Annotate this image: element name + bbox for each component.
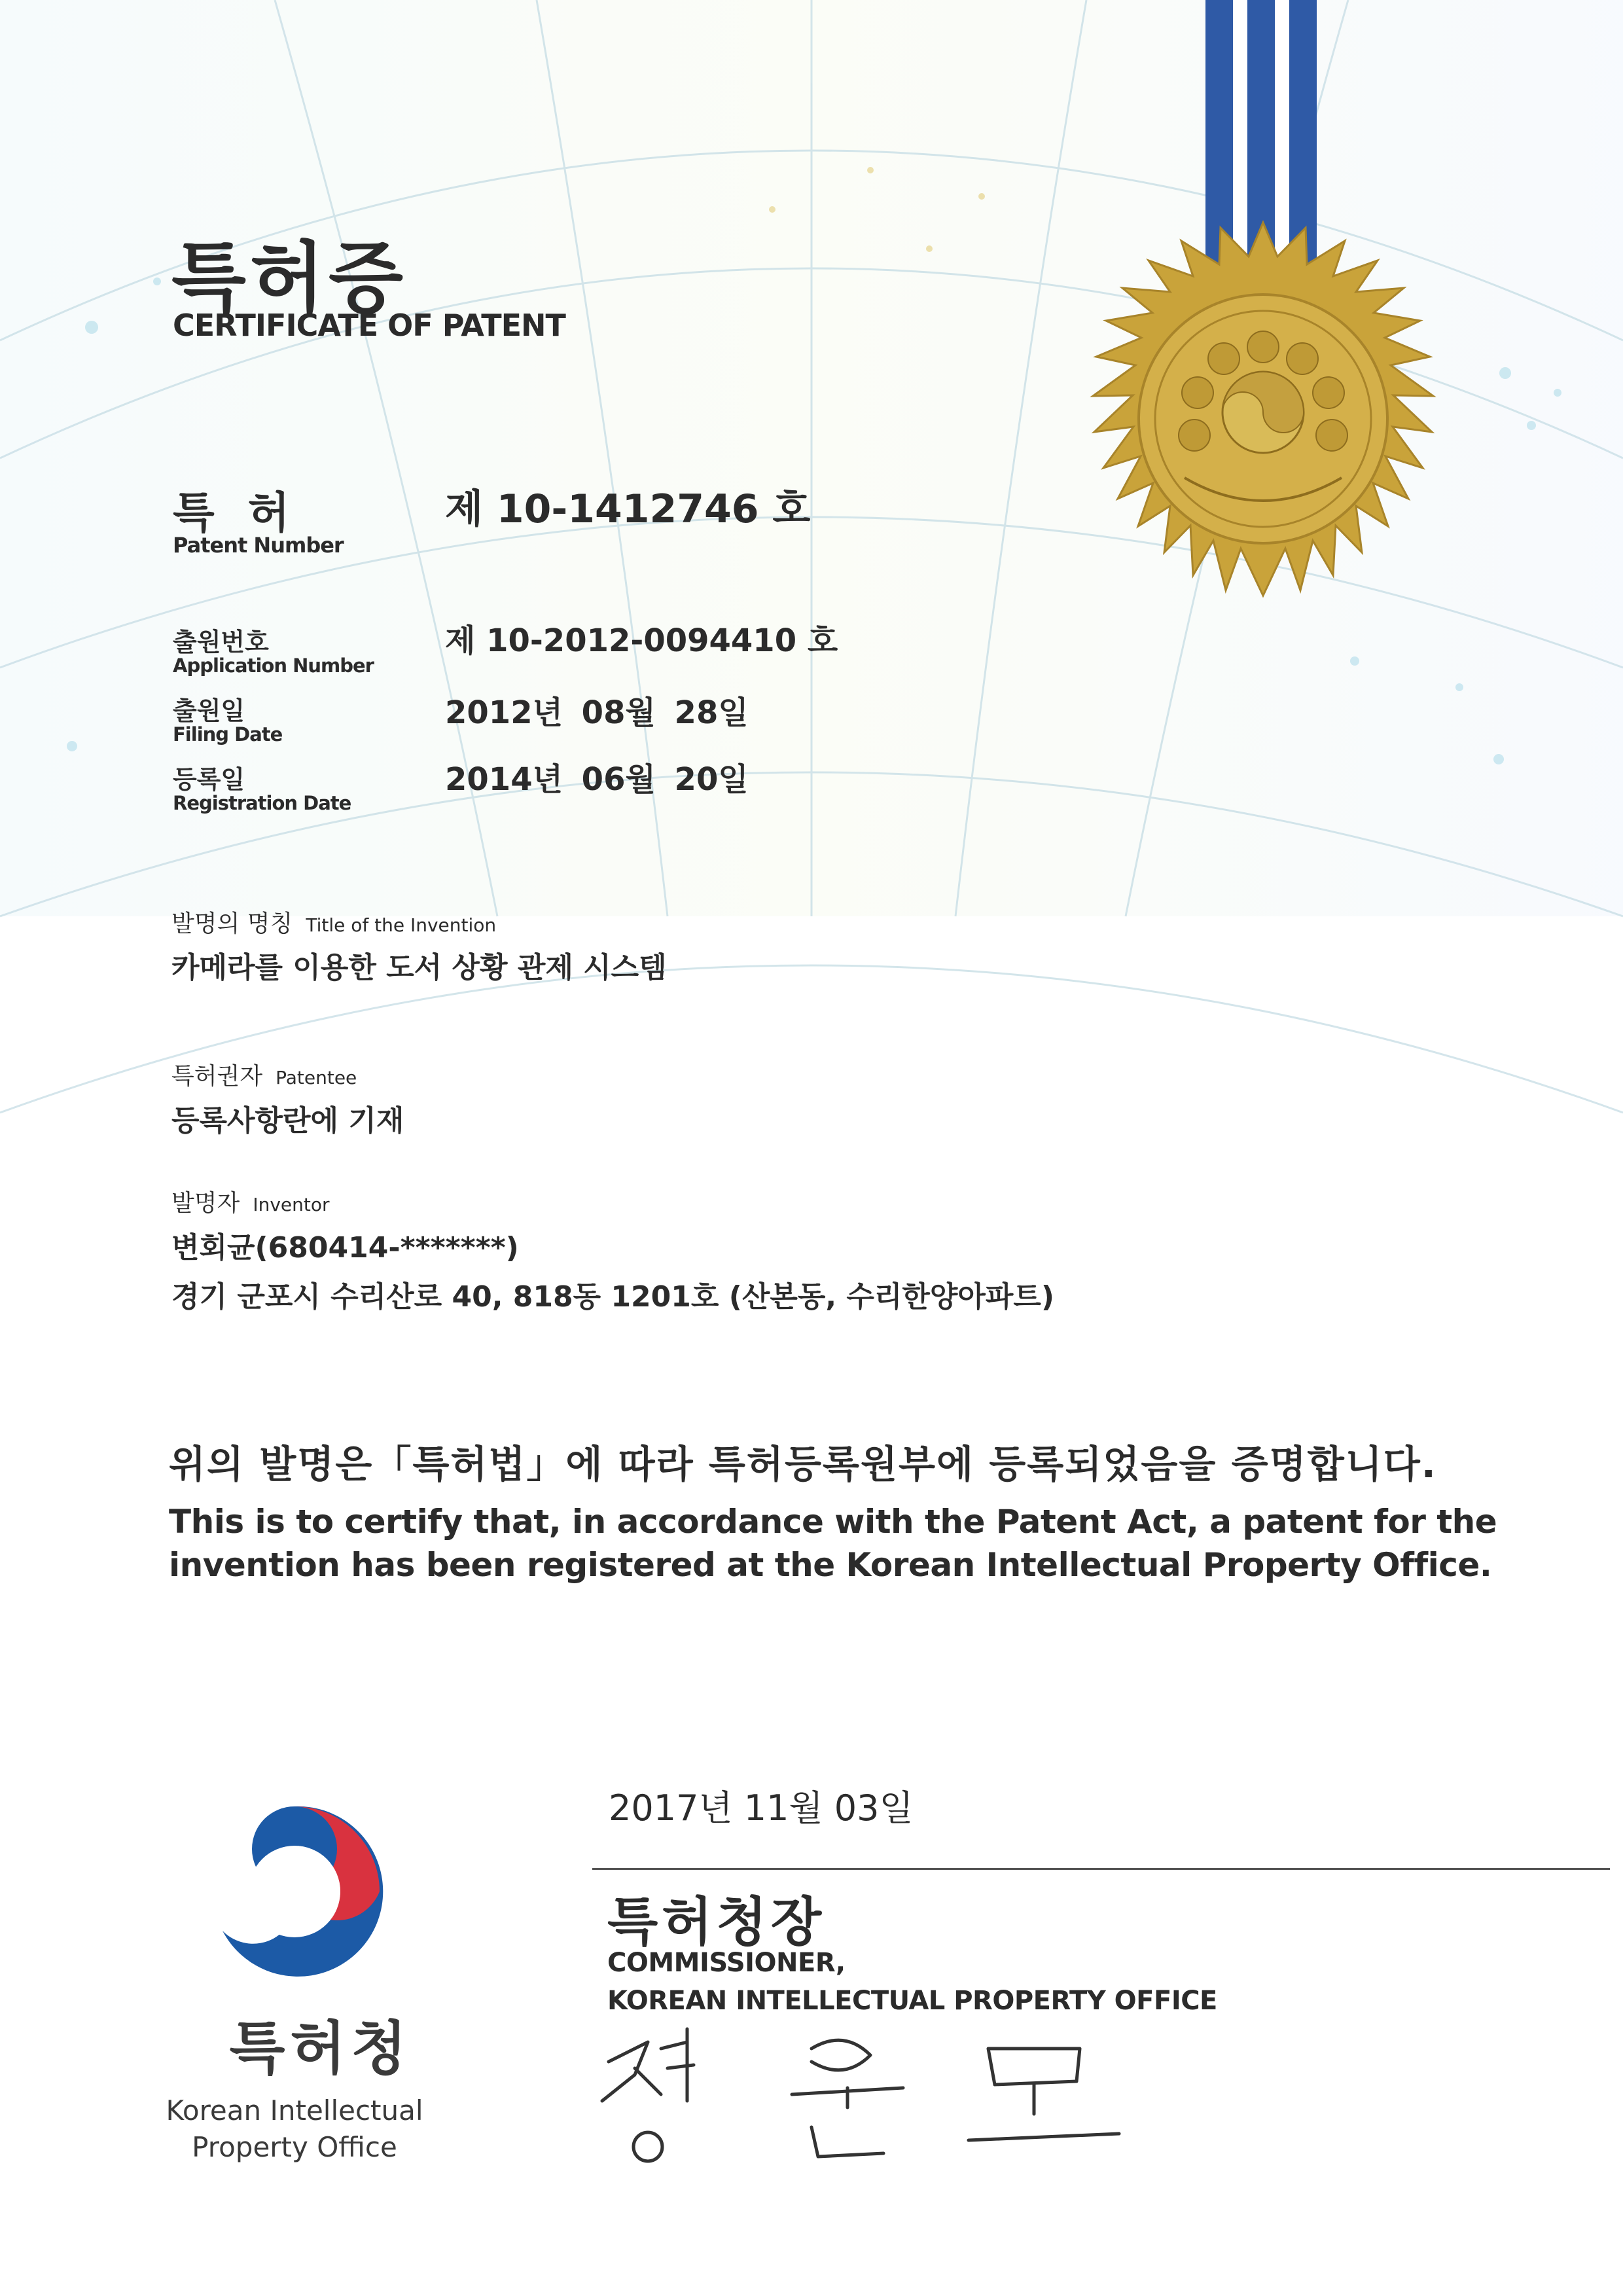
kipo-name-english-line2: Property Office <box>192 2131 397 2163</box>
certification-statement-korean: 위의 발명은「특허법」에 따라 특허등록원부에 등록되었음을 증명합니다. <box>169 1442 1437 1486</box>
filing-date-label-korean: 출원일 <box>173 696 245 725</box>
application-number-label-korean: 출원번호 <box>173 628 269 656</box>
application-number-value: 제 10-2012-0094410 호 <box>445 622 838 659</box>
inventor-label-english: Inventor <box>253 1194 330 1215</box>
certificate-title-korean: 특허증 <box>171 233 407 323</box>
patent-number-label-korean: 특 허 <box>173 488 299 538</box>
invention-title-label-english: Title of the Invention <box>306 914 497 936</box>
registration-date-value: 2014년 06월 20일 <box>445 761 749 798</box>
kipo-name-english-line1: Korean Intellectual <box>166 2094 423 2126</box>
patentee-label-korean: 특허권자 <box>171 1063 263 1090</box>
invention-title-label <box>171 905 496 939</box>
patent-number-value: 제 10-1412746 호 <box>445 486 811 532</box>
registration-date-label-english: Registration Date <box>173 792 351 814</box>
registration-date-label-korean: 등록일 <box>173 765 245 794</box>
invention-title-label-korean: 발명의 명칭 <box>171 910 293 937</box>
gold-seal-icon <box>1060 0 1466 615</box>
patentee-label-english: Patentee <box>276 1067 357 1088</box>
patent-number-label-english: Patent Number <box>173 533 344 558</box>
issue-date: 2017년 11월 03일 <box>609 1787 914 1829</box>
patentee-label <box>171 1058 357 1091</box>
commissioner-title-english-line2: KOREAN INTELLECTUAL PROPERTY OFFICE <box>607 1986 1217 2016</box>
inventor-label <box>171 1185 330 1218</box>
kipo-taegeuk-emblem-icon <box>196 1793 393 1990</box>
commissioner-signature <box>596 2022 1132 2173</box>
filing-date-label-english: Filing Date <box>173 723 283 745</box>
patentee-value: 등록사항란에 기재 <box>171 1104 404 1138</box>
certification-statement-english: This is to certify that, in accordance with the Patent Act, a patent for the invention has been registered at the Korean Intellectual Property Office. <box>169 1503 1497 1584</box>
invention-title-value: 카메라를 이용한 도서 상황 관제 시스템 <box>171 951 667 984</box>
kipo-name-korean: 특허청 <box>229 2015 412 2082</box>
inventor-label-korean: 발명자 <box>171 1190 240 1217</box>
inventor-address: 경기 군포시 수리산로 40, 818동 1201호 (산본동, 수리한양아파트) <box>171 1280 1054 1314</box>
inventor-name: 변회균(680414-*******) <box>171 1231 519 1265</box>
signature-divider <box>592 1868 1610 1870</box>
commissioner-title-english-line1: COMMISSIONER, <box>607 1948 846 1978</box>
certificate-title-english: CERTIFICATE OF PATENT <box>173 308 565 343</box>
application-number-label-english: Application Number <box>173 655 374 677</box>
commissioner-title-korean: 특허청장 <box>607 1892 826 1952</box>
filing-date-value: 2012년 08월 28일 <box>445 694 749 731</box>
